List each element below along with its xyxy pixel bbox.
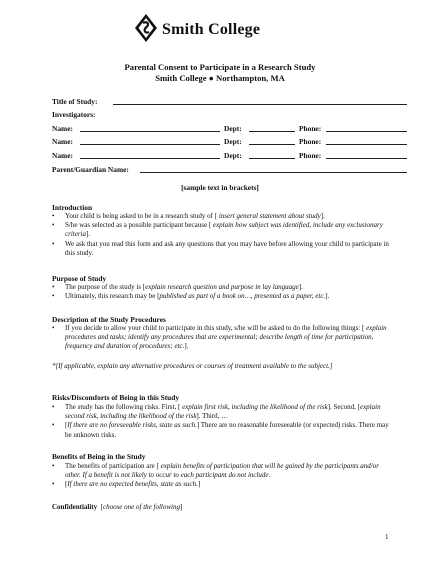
risks-list bbox=[52, 403, 392, 440]
sample-text-note: [sample text in brackets] bbox=[181, 183, 259, 192]
investigator-3-name-label: Name: bbox=[52, 151, 73, 160]
investigator-3-phone-field[interactable] bbox=[326, 158, 407, 159]
list-item: • The benefits of participation are [ explain benefits of participation that will be gained by the participants and/or other. If a benefit is not likely to occur to each participant do not include. bbox=[52, 462, 379, 480]
introduction-list bbox=[52, 212, 392, 258]
procedures-note: *[If applicable, explain any alternative procedures or courses of treatment available to the subject.] bbox=[52, 362, 333, 370]
list-item: • [If there are no foreseeable risks, state as such.] There are no reasonable foreseeable (or expected) risks. There may be unknown risks. bbox=[52, 421, 389, 439]
investigator-1-dept-field[interactable] bbox=[249, 131, 295, 132]
investigator-3-dept-field[interactable] bbox=[249, 158, 295, 159]
procedures-list bbox=[52, 324, 392, 352]
investigator-1-name-label: Name: bbox=[52, 124, 73, 133]
page-number: 1 bbox=[385, 533, 389, 541]
investigator-1-phone-field[interactable] bbox=[326, 131, 407, 132]
confidentiality-heading: Confidentiality bbox=[52, 503, 98, 511]
investigator-2-name-label: Name: bbox=[52, 137, 73, 146]
introduction-heading: Introduction bbox=[52, 203, 93, 212]
investigator-1-dept-label: Dept: bbox=[224, 124, 242, 133]
investigator-2-phone-label: Phone: bbox=[299, 137, 322, 146]
study-title-field[interactable] bbox=[113, 104, 407, 105]
guardian-name-field[interactable] bbox=[140, 172, 407, 173]
purpose-heading: Purpose of Study bbox=[52, 274, 107, 283]
document-subtitle: Smith College ● Northampton, MA bbox=[155, 73, 285, 83]
benefits-list bbox=[52, 462, 392, 490]
confidentiality-line: Confidentiality [choose one of the following] bbox=[52, 503, 183, 511]
investigator-2-dept-field[interactable] bbox=[249, 144, 295, 145]
list-item: • [If there are no expected benefits, state as such.] bbox=[52, 480, 201, 489]
college-logo bbox=[134, 13, 306, 49]
investigator-3-phone-label: Phone: bbox=[299, 151, 322, 160]
investigator-2-name-field[interactable] bbox=[80, 144, 220, 145]
list-item: • If you decide to allow your child to participate in this study, s/he will be asked to do the following things: [ explain procedures and tasks; identify any procedures that are experimental; describe length of time for participation, frequency and duration of procedures; etc.]. bbox=[52, 324, 387, 351]
list-item: • The study has the following risks. First, [ explain first risk, including the likelihood of the risk]. Second, [explain second risk, including the likelihood of the risk]. Third, … bbox=[52, 403, 381, 421]
list-item: • Ultimately, this research may be [published as part of a book on…, presented as a paper, etc.]. bbox=[52, 292, 330, 301]
investigator-1-name-field[interactable] bbox=[80, 131, 220, 132]
investigator-2-phone-field[interactable] bbox=[326, 144, 407, 145]
college-name: Smith College bbox=[162, 21, 261, 38]
procedures-heading: Description of the Study Procedures bbox=[52, 315, 166, 324]
study-title-label: Title of Study: bbox=[52, 97, 98, 106]
risks-heading: Risks/Discomforts of Being in this Study bbox=[52, 393, 180, 402]
list-item: • Your child is being asked to be in a research study of [ insert general statement about study]. bbox=[52, 212, 325, 220]
investigator-3-dept-label: Dept: bbox=[224, 151, 242, 160]
list-item: • The purpose of the study is [explain research question and purpose in lay language]. bbox=[52, 283, 303, 291]
investigators-label: Investigators: bbox=[52, 110, 96, 119]
college-seal-icon bbox=[134, 13, 158, 43]
list-item: • We ask that you read this form and ask any questions that you may have before allowing your child to participate in this study. bbox=[52, 239, 389, 257]
list-item: • S/he was selected as a possible participant because [ explain how subject was identified, include any exclusionary criteria]. bbox=[52, 221, 383, 239]
investigator-3-name-field[interactable] bbox=[80, 158, 220, 159]
investigator-2-dept-label: Dept: bbox=[224, 137, 242, 146]
document-title: Parental Consent to Participate in a Research Study bbox=[124, 62, 316, 72]
guardian-name-label: Parent/Guardian Name: bbox=[52, 165, 129, 174]
investigator-1-phone-label: Phone: bbox=[299, 124, 322, 133]
purpose-list bbox=[52, 283, 392, 301]
benefits-heading: Benefits of Being in the Study bbox=[52, 452, 146, 461]
